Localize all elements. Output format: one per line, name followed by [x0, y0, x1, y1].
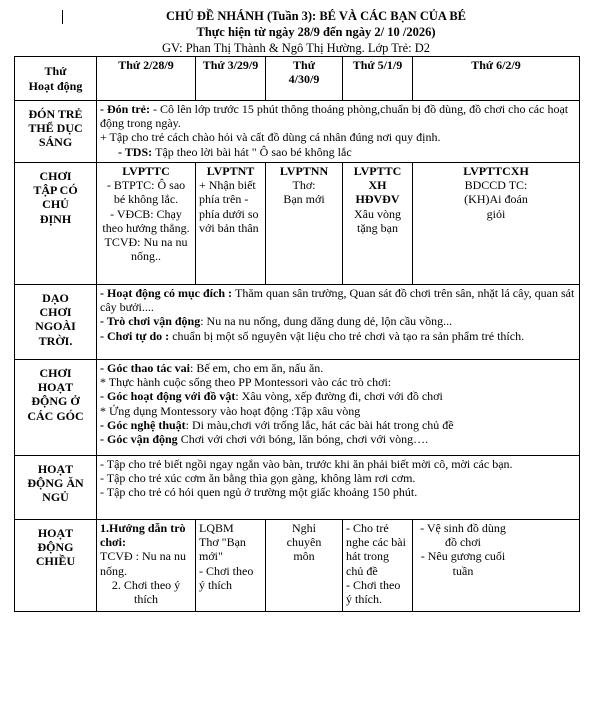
- cell-title: LVPTNT: [206, 164, 255, 178]
- line-text: : Di màu,chơi với trống lắc, hát các bài hát trong chủ đề: [185, 417, 454, 432]
- line: - Tập cho trẻ biết ngồi ngay ngắn vào bàn, trước khi ăn phải biết mời cô, mời các bạn.: [100, 457, 513, 471]
- don-tre-content: [97, 101, 580, 163]
- line-text: * Ứng dụng Montessory vào hoạt động :Tập xâu vòng: [100, 403, 361, 418]
- chieu-tue: [196, 520, 266, 612]
- bold-label: - Góc vận động: [100, 432, 178, 447]
- line: [100, 404, 576, 418]
- col-header-thu: Thứ 5/1/9: [343, 57, 413, 101]
- line: [100, 329, 576, 343]
- row-goc: [15, 360, 580, 456]
- line: [100, 286, 576, 314]
- dao-choi-content: [97, 285, 580, 360]
- cell-line: BDCCD TC:(KH)Ai đoán giỏi: [464, 178, 528, 221]
- choi-tap-fri: [413, 163, 580, 285]
- row-label-an-ngu: HOẠT ĐỘNG ĂN NGỦ: [15, 456, 97, 520]
- cell-line: - VĐCB: Chạy theo hướng thẳng.: [102, 206, 190, 235]
- bold-label: - Góc nghệ thuật: [100, 417, 186, 432]
- cell-line: LQBM: [199, 521, 234, 535]
- row-dao-choi: [15, 285, 580, 360]
- line: - Tập cho trẻ có hói quen ngủ ở trường một giấc khoảng 150 phút.: [100, 485, 418, 500]
- cell-line: - Vệ sinh đồ dùng đồ chơi: [420, 521, 506, 550]
- row-an-ngu: [15, 456, 580, 520]
- cell-line: Bạn mới: [283, 192, 325, 207]
- bold-label: - Chơi tự do :: [100, 328, 173, 343]
- cell-title: LVPTNN: [279, 164, 329, 178]
- col-header-mon: Thứ 2/28/9: [97, 57, 196, 101]
- line: [100, 102, 576, 130]
- header-row: [15, 57, 580, 101]
- cell-line: Nghỉ chuyên môn: [286, 521, 322, 564]
- line-text: : Bế em, cho em ăn, nấu ăn.: [189, 361, 324, 375]
- row-label-chieu: HOẠT ĐỘNG CHIỀU: [15, 520, 97, 612]
- line: [100, 389, 576, 403]
- document-title: CHỦ ĐỀ NHÁNH (Tuần 3): BÉ VÀ CÁC BẠN CỦA BÉ: [165, 9, 467, 23]
- schedule-table: [14, 56, 580, 612]
- col-header-fri: Thứ 6/2/9: [413, 57, 580, 101]
- line-text: chuẩn bị một số nguyên vật liệu cho trẻ chơi và tạo ra sản phẩm trẻ thích.: [172, 328, 525, 343]
- cell-line: + Nhận biết phía trên - phía dưới so với bản thân: [199, 178, 259, 235]
- col-header-tue: Thứ 3/29/9: [196, 57, 266, 101]
- cell-line: - Chơi theo ý thích: [199, 563, 254, 592]
- line: [100, 314, 576, 328]
- line-text: Thăm quan sân trường, Quan sát đồ chơi trên sân, nhặt lá cây, quan sát cây bưởi....: [100, 286, 575, 315]
- line-text: * Thực hành cuộc sống theo PP Montessori vào các trò chơi:: [100, 375, 392, 390]
- cell-title: LVPTTCXH: [463, 164, 529, 178]
- chieu-fri: [413, 520, 580, 612]
- line: [100, 432, 576, 446]
- bold-label: - Hoạt động có mục đích :: [100, 286, 235, 300]
- an-ngu-content: [97, 456, 580, 520]
- chieu-wed: [266, 520, 343, 612]
- line: [100, 375, 576, 389]
- row-chieu: [15, 520, 580, 612]
- cell-title: 1.Hướng dẫn trò chơi:: [100, 521, 186, 550]
- line-text: - Cô lên lớp trước 15 phút thông thoáng phòng,chuẩn bị đồ dùng, đồ chơi cho các hoạt động trong ngày.: [100, 102, 569, 131]
- bold-label: - Góc hoạt động với đồ vật: [100, 389, 236, 404]
- col-header-activity: Thứ Hoạt động: [15, 57, 97, 101]
- cell-line: TCVĐ: Nu na nu nống..: [104, 235, 188, 264]
- choi-tap-thu: [343, 163, 413, 285]
- cell-line: - Nêu gương cuối tuần: [420, 549, 506, 578]
- row-label-goc: CHƠI HOẠT ĐỘNG Ở CÁC GÓC: [15, 360, 97, 456]
- teacher-info: GV: Phan Thị Thành & Ngô Thị Hường. Lớp Trẻ: D2: [161, 41, 431, 55]
- cell-line: - BTPTC: Ô sao bé không lắc.: [106, 178, 186, 207]
- choi-tap-tue: [196, 163, 266, 285]
- cell-line: TCVĐ : Nu na nu nống.: [100, 549, 186, 578]
- bold-label: - Góc thao tác vai: [100, 361, 190, 375]
- date-range: Thực hiện từ ngày 28/9 đến ngày 2/ 10 /2026): [196, 25, 436, 39]
- choi-tap-mon: [97, 163, 196, 285]
- line: - Tập cho trẻ xúc cơm ăn bằng thìa gọn gàng, không làm rơi cơm.: [100, 471, 416, 486]
- row-label-choi-tap: CHƠI TẬP CÓ CHỦ ĐỊNH: [15, 163, 97, 285]
- bold-label: - Trò chơi vận động: [100, 314, 201, 329]
- line-text: Tập theo lời bài hát " Ô sao bé không lắc: [155, 144, 352, 159]
- chieu-thu: [343, 520, 413, 612]
- choi-tap-wed: [266, 163, 343, 285]
- row-choi-tap: [15, 163, 580, 285]
- row-don-tre: [15, 101, 580, 163]
- cell-title: LVPTTC XH HĐVĐV: [353, 164, 402, 207]
- bold-label: - TDS:: [118, 144, 156, 159]
- line-text: : Xâu vòng, xếp đường đi, chơi với đồ chơi: [235, 389, 443, 404]
- line: [100, 361, 576, 375]
- line: [100, 130, 576, 144]
- line-text: : Nu na nu nống, dung dăng dung dẻ, lộn cầu vồng...: [200, 314, 453, 329]
- cell-line: Xâu vòng tặng bạn: [354, 206, 401, 235]
- row-label-don-tre: ĐÓN TRẺ THỂ DỤC SÁNG: [15, 101, 97, 163]
- goc-content: [97, 360, 580, 456]
- bold-label: - Đón trẻ:: [100, 102, 153, 116]
- cell-line: 2. Chơi theo ý thích: [111, 577, 181, 607]
- cell-line: - Chơi theo ý thích.: [346, 577, 401, 607]
- line-text: + Tập cho trẻ cách chào hỏi và cất đồ dùng cá nhân đúng nơi quy định.: [100, 130, 441, 145]
- row-label-dao-choi: DẠO CHƠI NGOÀI TRỜI.: [15, 285, 97, 360]
- cell-line: Thơ:: [292, 178, 316, 193]
- cell-line: Thơ "Bạn mới": [199, 535, 246, 564]
- line: [100, 418, 576, 432]
- cell-line: - Cho trẻ nghe các bài hát trong chủ đề: [346, 521, 406, 578]
- chieu-mon: [97, 520, 196, 612]
- line: [100, 145, 576, 159]
- col-header-wed: Thứ 4/30/9: [266, 57, 343, 101]
- cell-title: LVPTTC: [122, 164, 170, 178]
- line-text: Chơi với chơi với bóng, lăn bóng, chơi với vòng….: [177, 432, 429, 447]
